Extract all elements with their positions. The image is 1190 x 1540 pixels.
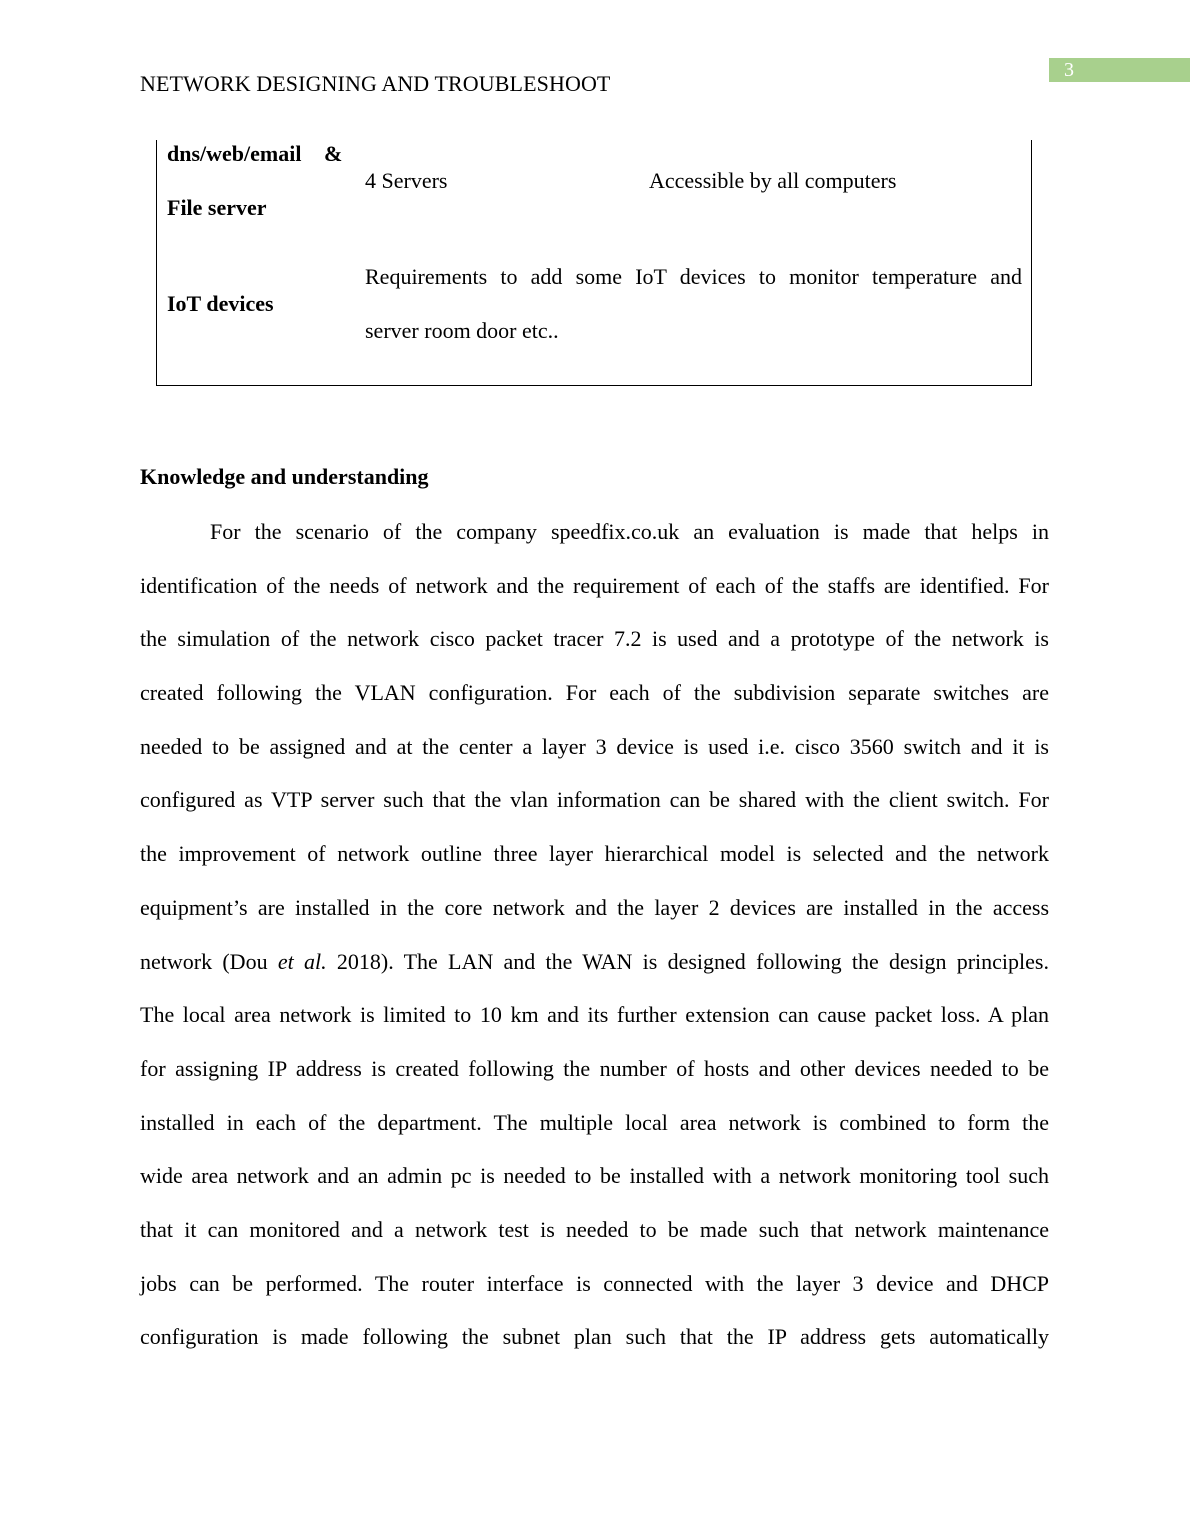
paragraph-line: the improvement of network outline three layer hierarchical model is selected and the network <box>140 841 1049 867</box>
paragraph-line: created following the VLAN configuration. For each of the subdivision separate switches are <box>140 680 1049 706</box>
section-heading: Knowledge and understanding <box>140 464 429 489</box>
paragraph-line: equipment’s are installed in the core network and the layer 2 devices are installed in the access <box>140 894 1049 920</box>
paragraph-line: the simulation of the network cisco packet tracer 7.2 is used and a prototype of the network is <box>140 626 1049 652</box>
paragraph-line: for assigning IP address is created following the number of hosts and other devices needed to be <box>140 1055 1049 1081</box>
paragraph-line: The local area network is limited to 10 km and its further extension can cause packet loss. A plan <box>140 1002 1049 1028</box>
paragraph-line: For the scenario of the company speedfix.co.uk an evaluation is made that helps in <box>210 519 1049 544</box>
table-cell-iot-text-line1: Requirements to add some IoT devices to monitor temperature and <box>365 264 1022 289</box>
table-cell-iot-label: IoT devices <box>167 291 274 316</box>
table-cell-count: 4 Servers <box>365 168 448 193</box>
table-cell-note: Accessible by all computers <box>649 168 897 193</box>
paragraph-line: configuration is made following the subnet plan such that the IP address gets automatically <box>140 1324 1049 1350</box>
table-cell-label-line1: dns/web/email <box>167 141 302 166</box>
body-paragraph <box>140 505 1049 1364</box>
citation-before: network (Dou <box>140 948 278 974</box>
paragraph-line: installed in each of the department. The multiple local area network is combined to form the <box>140 1109 1049 1135</box>
paragraph-line: jobs can be performed. The router interface is connected with the layer 3 device and DHCP <box>140 1270 1049 1296</box>
running-head: NETWORK DESIGNING AND TROUBLESHOOT <box>140 71 611 96</box>
paragraph-line: that it can monitored and a network test is needed to be made such that network maintenance <box>140 1216 1049 1242</box>
paragraph-line-citation <box>140 935 1049 989</box>
table-cell-label-line2: File server <box>167 195 267 220</box>
citation-after: 2018). The LAN and the WAN is designed following the design principles. <box>326 948 1049 974</box>
paragraph-line: identification of the needs of network and the requirement of each of the staffs are identified. For <box>140 572 1049 598</box>
paragraph-line: needed to be assigned and at the center a layer 3 device is used i.e. cisco 3560 switch and it is <box>140 733 1049 759</box>
paragraph-line: configured as VTP server such that the vlan information can be shared with the client switch. For <box>140 787 1049 813</box>
citation-italic: et al. <box>277 948 327 974</box>
page-number: 3 <box>1064 59 1074 81</box>
table-cell-iot-text-line2: server room door etc.. <box>365 318 559 343</box>
table-cell-label-amp: & <box>324 141 343 166</box>
paragraph-line: wide area network and an admin pc is needed to be installed with a network monitoring tool such <box>140 1163 1049 1189</box>
